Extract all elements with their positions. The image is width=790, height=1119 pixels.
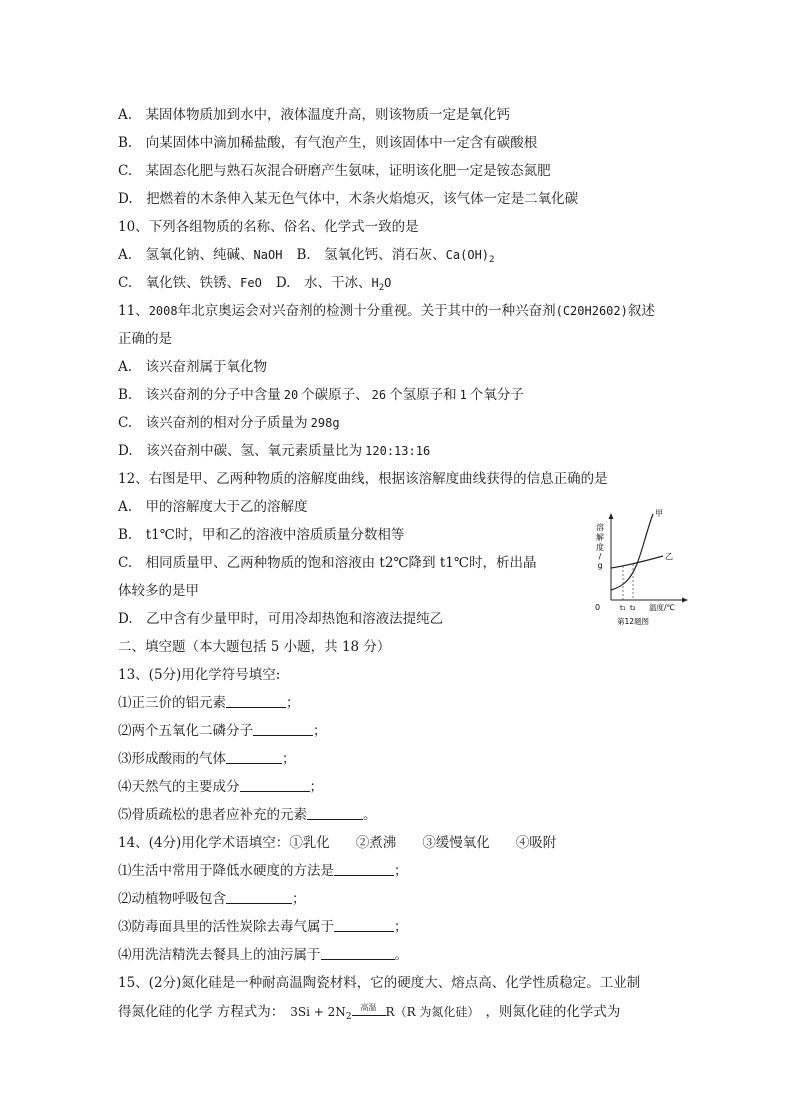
q13-item-2-blank[interactable] — [253, 723, 313, 736]
figure-caption: 第12题图 — [616, 617, 650, 626]
q14-item-4 — [118, 946, 408, 964]
q13-item-2-text: ⑵两个五氧化二磷分子 — [118, 723, 253, 739]
q11-stem-line1 — [118, 302, 655, 320]
tick-t2: t₂ — [630, 604, 636, 612]
q9-option-c: C. 某固态化肥与熟石灰混合研磨产生氨味，证明该化肥一定是铵态氮肥 — [118, 163, 551, 179]
q12-option-d: D. 乙中含有少量甲时，可用冷却热饱和溶液法提纯乙 — [118, 611, 444, 627]
q13-item-1-end: ； — [286, 695, 300, 711]
y-axis-arrow — [609, 513, 614, 519]
q10-option-b-sub: 2 — [489, 255, 495, 265]
ylabel-char-2: 解 — [596, 533, 604, 542]
q11-option-b-n3: 1 — [459, 388, 467, 402]
q12-option-a: A. 甲的溶解度大于乙的溶解度 — [118, 499, 308, 515]
q14-item-4-end: 。 — [394, 947, 408, 963]
q11-option-b-n2: 26 — [371, 388, 387, 402]
q13-item-5-text: ⑸骨质疏松的患者应补充的元素 — [118, 807, 307, 823]
q14-item-3-text: ⑶防毒面具里的活性炭除去毒气属于 — [118, 919, 334, 935]
q14-item-3-end: ； — [394, 919, 408, 935]
q13-item-5-blank[interactable] — [307, 807, 363, 820]
q14-item-1 — [118, 862, 408, 880]
q13-item-2 — [118, 722, 327, 740]
q10-option-a: A. 氢氧化钠、纯碱、 — [118, 247, 254, 263]
equation-sub: 2 — [345, 1012, 352, 1022]
q13-item-4-text: ⑷天然气的主要成分 — [118, 779, 240, 795]
q14-option-2: ②煮沸 — [355, 835, 397, 851]
q10-option-c: C. 氧化铁、铁锈、 — [118, 275, 241, 291]
q10-option-a-formula: NaOH — [253, 248, 283, 262]
q14-option-4: ④吸附 — [515, 835, 557, 851]
q14-stem — [118, 834, 556, 852]
q14-item-2 — [118, 890, 306, 908]
ylabel-char-3: 度 — [596, 543, 604, 552]
q15-line-2 — [118, 1003, 620, 1026]
q13-item-1 — [118, 694, 300, 712]
q15-line-1: 15、(2分)氮化硅是一种耐高温陶瓷材料，它的硬度大、熔点高、化学性质稳定。工业制 — [118, 975, 641, 991]
equation-arrow — [352, 1003, 386, 1016]
q14-item-2-end: ； — [292, 891, 306, 907]
q15-equation — [290, 1003, 479, 1026]
ylabel-char-1: 溶 — [596, 523, 604, 532]
q13-item-1-text: ⑴正三价的铝元素 — [118, 695, 226, 711]
q14-item-3-blank[interactable] — [334, 919, 394, 932]
origin-label: 0 — [595, 603, 601, 612]
q14-item-3 — [118, 918, 408, 936]
equation-left: 3Si + 2N — [290, 1005, 346, 1019]
q14-item-4-text: ⑷用洗洁精洗去餐具上的油污属于 — [118, 947, 321, 963]
q11-option-d-text: D. 该兴奋剂中碳、氢、氧元素质量比为 — [118, 443, 363, 459]
q12-option-c-line1: C. 相同质量甲、乙两种物质的饱和溶液由 t2℃降到 t1℃时，析出晶 — [118, 555, 537, 571]
series-label-yi: 乙 — [665, 552, 673, 561]
q13-item-3 — [118, 750, 296, 768]
q10-option-c-formula: FeO — [240, 276, 262, 290]
q13-item-2-end: ； — [313, 723, 327, 739]
q10-option-b: B. 氢氧化钙、消石灰、 — [296, 247, 446, 263]
q10-option-d-formula: H — [371, 276, 379, 290]
q11-option-c-value: 298g — [310, 416, 340, 430]
xlabel: 温度/℃ — [649, 603, 675, 612]
q11-option-c — [118, 414, 340, 432]
q11-formula: (C20H2602) — [555, 304, 628, 318]
q15-line-2-end: ，则氮化硅的化学式为 — [485, 1004, 621, 1020]
q13-item-3-blank[interactable] — [226, 751, 282, 764]
solubility-chart — [585, 508, 689, 630]
q13-item-1-blank[interactable] — [226, 695, 286, 708]
q10-option-d-tail: O — [384, 276, 392, 290]
q14-item-2-text: ⑵动植物呼吸包含 — [118, 891, 226, 907]
q12-stem: 12、右图是甲、乙两种物质的溶解度曲线，根据该溶解度曲线获得的信息正确的是 — [118, 471, 608, 487]
q10-options-cd — [118, 274, 391, 297]
q11-option-b-text2: 个碳原子、 — [301, 387, 369, 403]
q11-option-b-text3: 个氢原子和 — [389, 387, 457, 403]
q12-option-c-line2: 体较多的是甲 — [118, 583, 199, 599]
series-label-jia: 甲 — [655, 509, 663, 518]
q11-option-d — [118, 442, 430, 460]
q14-item-1-blank[interactable] — [334, 863, 394, 876]
solubility-figure — [585, 508, 689, 630]
ylabel-char-4: / — [598, 552, 602, 561]
q14-item-4-blank[interactable] — [321, 947, 395, 960]
q11-option-b — [118, 386, 524, 404]
q11-option-a: A. 该兴奋剂属于氧化物 — [118, 359, 268, 375]
section-2-heading: 二、填空题（本大题包括 5 小题，共 18 分） — [118, 639, 391, 655]
q11-option-c-text: C. 该兴奋剂的相对分子质量为 — [118, 415, 308, 431]
q9-option-d: D. 把燃着的木条伸入某无色气体中，木条火焰熄灭，该气体一定是二氧化碳 — [118, 191, 579, 207]
q14-item-2-blank[interactable] — [226, 891, 292, 904]
q9-option-b: B. 向某固体中滴加稀盐酸，有气泡产生，则该固体中一定含有碳酸根 — [118, 135, 538, 151]
q14-option-1: ①乳化 — [289, 835, 330, 851]
q11-year: 2008 — [148, 304, 178, 318]
q15-line-2-text: 得氮化硅的化学 方程式为： — [118, 1004, 285, 1020]
q14-stem-text: 14、(4分)用化学术语填空： — [118, 835, 290, 851]
q10-option-b-formula: Ca(OH) — [445, 248, 490, 262]
q11-stem-text: 年北京奥运会对兴奋剂的检测十分重视。关于其中的一种兴奋剂 — [177, 303, 556, 319]
q10-option-d-sub: 2 — [378, 283, 385, 293]
q11-stem-end: 叙述 — [627, 303, 655, 319]
q14-item-1-text: ⑴生活中常用于降低水硬度的方法是 — [118, 863, 334, 879]
q10-stem: 10、下列各组物质的名称、俗名、化学式一致的是 — [118, 219, 419, 235]
q13-item-4 — [118, 778, 323, 796]
q11-number: 11、 — [118, 303, 149, 319]
q9-option-a: A. 某固体物质加到水中，液体温度升高，则该物质一定是氧化钙 — [118, 107, 511, 123]
q12-option-b: B. t1℃时，甲和乙的溶液中溶质质量分数相等 — [118, 527, 405, 543]
q10-option-d: D. 水、干冰、 — [275, 275, 372, 291]
q11-option-b-text1: B. 该兴奋剂的分子中含量 — [118, 387, 281, 403]
equation-condition: 高温 — [360, 1003, 377, 1012]
q13-item-5 — [118, 806, 377, 824]
tick-t1: t₁ — [620, 604, 626, 612]
q13-item-4-end: ； — [309, 779, 323, 795]
equation-right: R（R 为氮化硅） — [385, 1005, 480, 1019]
q13-item-3-end: ； — [282, 751, 296, 767]
q13-item-5-end: 。 — [363, 807, 377, 823]
curve-yi — [611, 556, 663, 568]
q14-item-1-end: ； — [394, 863, 408, 879]
q13-stem: 13、(5分)用化学符号填空: — [118, 667, 281, 683]
q11-stem-line2: 正确的是 — [118, 331, 172, 347]
curve-jia — [611, 514, 653, 590]
q13-item-4-blank[interactable] — [240, 779, 310, 792]
q11-option-d-value: 120:13:16 — [365, 444, 431, 458]
q10-options-ab — [118, 246, 494, 269]
x-axis-arrow — [682, 598, 688, 603]
q14-option-3: ③缓慢氧化 — [422, 835, 490, 851]
q11-option-b-text4: 个氧分子 — [469, 387, 524, 403]
ylabel-char-5: g — [597, 561, 603, 570]
q11-option-b-n1: 20 — [283, 388, 299, 402]
q13-item-3-text: ⑶形成酸雨的气体 — [118, 751, 226, 767]
